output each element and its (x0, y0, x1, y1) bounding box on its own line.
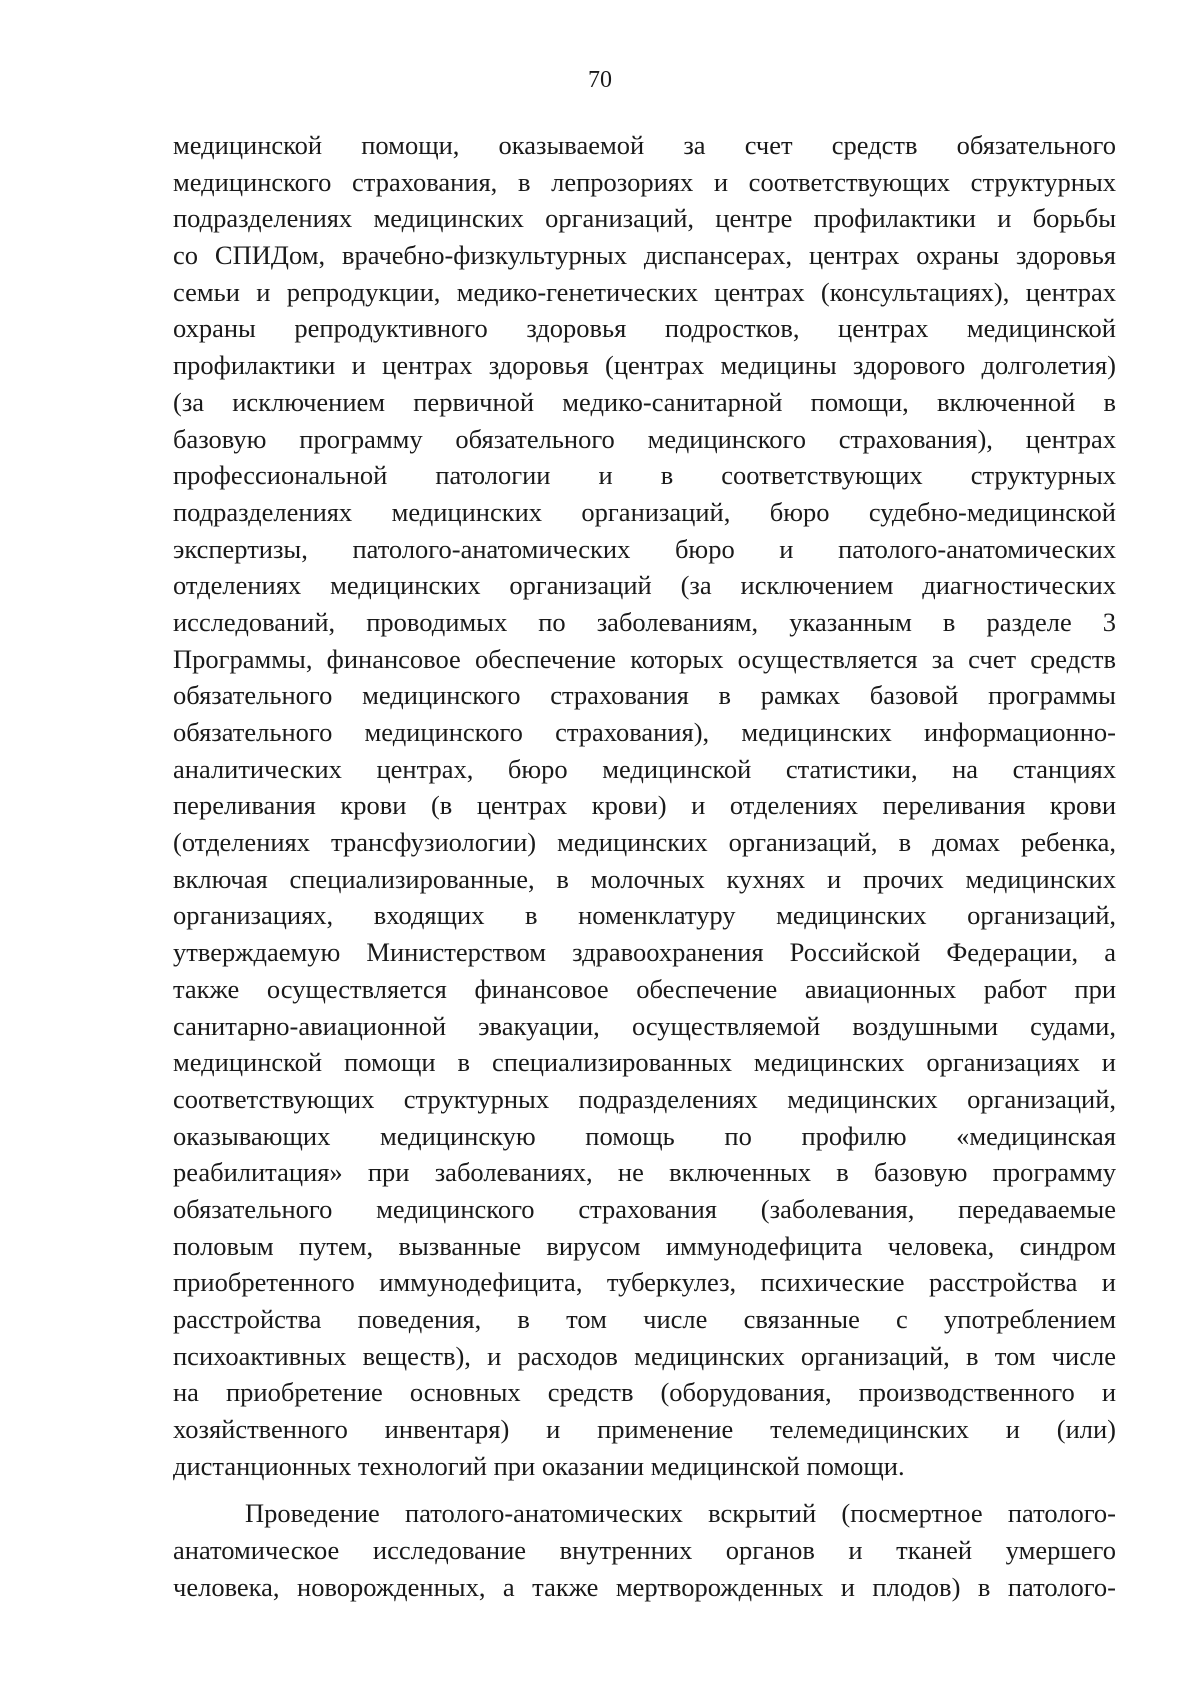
page-number: 70 (588, 67, 612, 93)
text-line: дистанционных технологий при оказании медицинской помощи. (173, 1450, 905, 1481)
text-line: семьи и репродукции, медико-генетических центрах (консультациях), центрах (173, 276, 1116, 307)
text-line: санитарно-авиационной эвакуации, осуществляемой воздушными судами, (173, 1010, 1116, 1041)
text-line: аналитических центрах, бюро медицинской статистики, на станциях (173, 753, 1116, 784)
text-line: со СПИДом, врачебно-физкультурных диспансерах, центрах охраны здоровья (173, 240, 1116, 271)
text-line: переливания крови (в центрах крови) и отделениях переливания крови (173, 790, 1116, 821)
text-line: соответствующих структурных подразделениях медицинских организаций, (173, 1083, 1116, 1114)
text-line: половым путем, вызванные вирусом иммунодефицита человека, синдром (173, 1230, 1116, 1261)
text-line: расстройства поведения, в том числе связанные с употреблением (173, 1304, 1116, 1334)
text-line: Программы, финансовое обеспечение которых осуществляется за счет средств (173, 643, 1116, 674)
text-line: медицинского страхования, в лепрозориях и соответствующих структурных (173, 166, 1116, 197)
text-line: профессиональной патологии и в соответствующих структурных (173, 460, 1116, 491)
text-line: утверждаемую Министерством здравоохранения Российской Федерации, а (173, 937, 1116, 968)
paragraph-2 (173, 1495, 1116, 1605)
text-line: медицинской помощи, оказываемой за счет средств обязательного (173, 130, 1116, 160)
text-line: охраны репродуктивного здоровья подростков, центрах медицинской (173, 313, 1116, 344)
text-line: хозяйственного инвентаря) и применение телемедицинских и (или) (173, 1414, 1116, 1445)
text-line: приобретенного иммунодефицита, туберкулез, психические расстройства и (173, 1267, 1116, 1298)
body-text (173, 127, 1116, 1606)
text-line: психоактивных веществ), и расходов медицинских организаций, в том числе (173, 1340, 1116, 1371)
text-line: Проведение патолого-анатомических вскрытий (посмертное патолого- (245, 1498, 1116, 1529)
text-line: обязательного медицинского страхования в рамках базовой программы (173, 680, 1116, 711)
text-line: анатомическое исследование внутренних органов и тканей умершего (173, 1535, 1116, 1566)
paragraph-gap (173, 1484, 1116, 1495)
text-line: на приобретение основных средств (оборудования, производственного и (173, 1377, 1116, 1408)
text-line: реабилитация» при заболеваниях, не включенных в базовую программу (173, 1157, 1116, 1188)
text-line: подразделениях медицинских организаций, центре профилактики и борьбы (173, 203, 1116, 234)
text-line: (за исключением первичной медико-санитарной помощи, включенной в (173, 386, 1116, 417)
text-line: обязательного медицинского страхования), медицинских информационно- (173, 717, 1116, 747)
text-line: медицинской помощи в специализированных медицинских организациях и (173, 1047, 1116, 1078)
text-line: также осуществляется финансовое обеспечение авиационных работ при (173, 973, 1116, 1004)
text-line: обязательного медицинского страхования (заболевания, передаваемые (173, 1193, 1116, 1224)
text-line: включая специализированные, в молочных кухнях и прочих медицинских (173, 863, 1116, 894)
text-line: экспертизы, патолого-анатомических бюро и патолого-анатомических (173, 533, 1116, 564)
text-line: исследований, проводимых по заболеваниям, указанным в разделе 3 (173, 606, 1116, 637)
paragraph-1 (173, 127, 1116, 1484)
text-line: профилактики и центрах здоровья (центрах медицины здорового долголетия) (173, 350, 1116, 381)
text-line: подразделениях медицинских организаций, бюро судебно-медицинской (173, 496, 1116, 527)
text-line: человека, новорожденных, а также мертворожденных и плодов) в патолого- (173, 1571, 1116, 1602)
text-line: (отделениях трансфузиологии) медицинских организаций, в домах ребенка, (173, 827, 1116, 858)
text-line: отделениях медицинских организаций (за исключением диагностических (173, 570, 1116, 601)
text-line: оказывающих медицинскую помощь по профилю «медицинская (173, 1120, 1116, 1151)
text-line: базовую программу обязательного медицинского страхования), центрах (173, 423, 1116, 454)
text-line: организациях, входящих в номенклатуру медицинских организаций, (173, 900, 1116, 931)
